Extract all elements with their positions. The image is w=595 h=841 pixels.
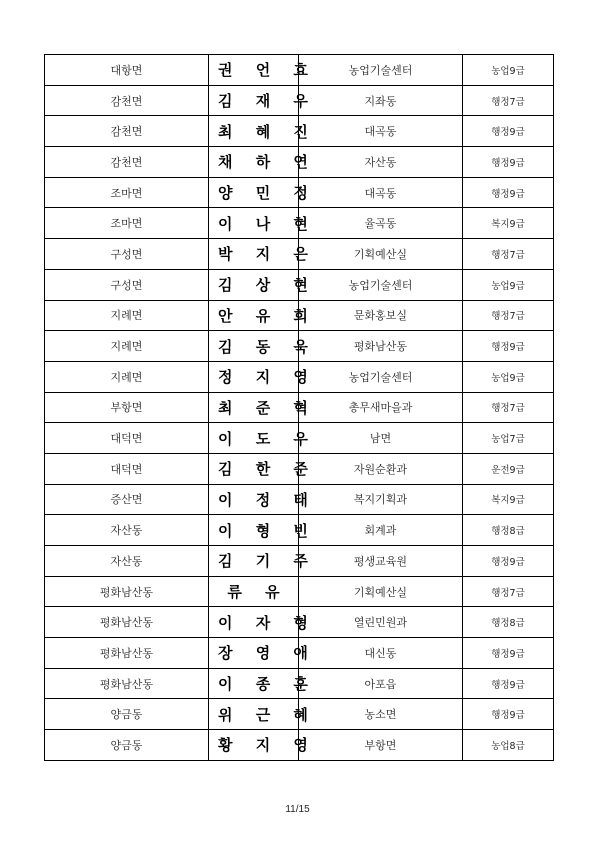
previous-post-cell: 평화남산동 — [45, 638, 209, 669]
new-post-cell: 농업기술센터 — [299, 269, 463, 300]
previous-post-cell: 부항면 — [45, 392, 209, 423]
previous-post-cell: 지례면 — [45, 361, 209, 392]
employee-name-cell: 위 근 혜 — [209, 699, 299, 730]
table-row — [45, 208, 554, 239]
table-row — [45, 116, 554, 147]
new-post-cell: 평화남산동 — [299, 331, 463, 362]
page-number: 11/15 — [285, 804, 310, 815]
new-post-cell: 농업기술센터 — [299, 55, 463, 86]
employee-name-cell: 권 언 효 — [209, 55, 299, 86]
previous-post-cell: 증산면 — [45, 484, 209, 515]
employee-name-cell: 류 유 — [209, 576, 299, 607]
job-grade-cell: 운전9급 — [463, 453, 554, 484]
job-grade-cell: 행정7급 — [463, 576, 554, 607]
job-grade-cell: 농업9급 — [463, 269, 554, 300]
job-grade-cell: 행정8급 — [463, 515, 554, 546]
employee-name-cell: 이 종 훈 — [209, 668, 299, 699]
employee-name-cell: 장 영 애 — [209, 638, 299, 669]
employee-name-cell: 김 재 우 — [209, 85, 299, 116]
table-row — [45, 55, 554, 86]
table-row — [45, 730, 554, 761]
previous-post-cell: 감천면 — [45, 147, 209, 178]
table-row — [45, 331, 554, 362]
job-grade-cell: 행정8급 — [463, 607, 554, 638]
new-post-cell: 회계과 — [299, 515, 463, 546]
new-post-cell: 기획예산실 — [299, 239, 463, 270]
new-post-cell: 대곡동 — [299, 116, 463, 147]
job-grade-cell: 행정9급 — [463, 331, 554, 362]
table-row — [45, 515, 554, 546]
table-row — [45, 361, 554, 392]
employee-name-cell: 이 나 현 — [209, 208, 299, 239]
previous-post-cell: 지례면 — [45, 300, 209, 331]
previous-post-cell: 평화남산동 — [45, 668, 209, 699]
new-post-cell: 농업기술센터 — [299, 361, 463, 392]
job-grade-cell: 행정9급 — [463, 147, 554, 178]
table-row — [45, 576, 554, 607]
employee-name-cell: 김 동 욱 — [209, 331, 299, 362]
job-grade-cell: 행정9급 — [463, 546, 554, 577]
previous-post-cell: 조마면 — [45, 177, 209, 208]
job-grade-cell: 행정9급 — [463, 638, 554, 669]
previous-post-cell: 대덕면 — [45, 453, 209, 484]
new-post-cell: 지좌동 — [299, 85, 463, 116]
personnel-transfer-table — [44, 54, 554, 761]
job-grade-cell: 농업9급 — [463, 55, 554, 86]
new-post-cell: 평생교육원 — [299, 546, 463, 577]
job-grade-cell: 복지9급 — [463, 208, 554, 239]
previous-post-cell: 자산동 — [45, 515, 209, 546]
job-grade-cell: 농업9급 — [463, 361, 554, 392]
previous-post-cell: 구성면 — [45, 269, 209, 300]
new-post-cell: 자원순환과 — [299, 453, 463, 484]
new-post-cell: 남면 — [299, 423, 463, 454]
previous-post-cell: 구성면 — [45, 239, 209, 270]
employee-name-cell: 채 하 연 — [209, 147, 299, 178]
previous-post-cell: 양금동 — [45, 730, 209, 761]
job-grade-cell: 행정9급 — [463, 177, 554, 208]
table-row — [45, 85, 554, 116]
table-row — [45, 453, 554, 484]
previous-post-cell: 양금동 — [45, 699, 209, 730]
employee-name-cell: 이 도 우 — [209, 423, 299, 454]
employee-name-cell: 박 지 은 — [209, 239, 299, 270]
table-row — [45, 699, 554, 730]
employee-name-cell: 정 지 영 — [209, 361, 299, 392]
new-post-cell: 부항면 — [299, 730, 463, 761]
new-post-cell: 기획예산실 — [299, 576, 463, 607]
job-grade-cell: 행정9급 — [463, 668, 554, 699]
employee-name-cell: 김 한 준 — [209, 453, 299, 484]
previous-post-cell: 지례면 — [45, 331, 209, 362]
new-post-cell: 열린민원과 — [299, 607, 463, 638]
previous-post-cell: 대항면 — [45, 55, 209, 86]
new-post-cell: 율곡동 — [299, 208, 463, 239]
table-row — [45, 423, 554, 454]
employee-name-cell: 이 자 형 — [209, 607, 299, 638]
employee-name-cell: 이 형 빈 — [209, 515, 299, 546]
table-row — [45, 484, 554, 515]
previous-post-cell: 감천면 — [45, 85, 209, 116]
table-body — [45, 55, 554, 761]
employee-name-cell: 황 지 영 — [209, 730, 299, 761]
job-grade-cell: 행정9급 — [463, 116, 554, 147]
table-row — [45, 668, 554, 699]
table-row — [45, 177, 554, 208]
table-row — [45, 300, 554, 331]
table-row — [45, 638, 554, 669]
new-post-cell: 대신동 — [299, 638, 463, 669]
table-row — [45, 269, 554, 300]
job-grade-cell: 행정7급 — [463, 392, 554, 423]
new-post-cell: 대곡동 — [299, 177, 463, 208]
employee-name-cell: 안 유 희 — [209, 300, 299, 331]
job-grade-cell: 복지9급 — [463, 484, 554, 515]
new-post-cell: 문화홍보실 — [299, 300, 463, 331]
previous-post-cell: 평화남산동 — [45, 576, 209, 607]
employee-name-cell: 김 기 주 — [209, 546, 299, 577]
previous-post-cell: 평화남산동 — [45, 607, 209, 638]
job-grade-cell: 행정9급 — [463, 699, 554, 730]
previous-post-cell: 자산동 — [45, 546, 209, 577]
employee-name-cell: 김 상 현 — [209, 269, 299, 300]
table-row — [45, 607, 554, 638]
new-post-cell: 농소면 — [299, 699, 463, 730]
job-grade-cell: 행정7급 — [463, 85, 554, 116]
new-post-cell: 복지기획과 — [299, 484, 463, 515]
employee-name-cell: 양 민 정 — [209, 177, 299, 208]
employee-name-cell: 이 정 태 — [209, 484, 299, 515]
table-row — [45, 239, 554, 270]
new-post-cell: 아포읍 — [299, 668, 463, 699]
new-post-cell: 총무새마을과 — [299, 392, 463, 423]
employee-name-cell: 최 준 혁 — [209, 392, 299, 423]
previous-post-cell: 감천면 — [45, 116, 209, 147]
employee-name-cell: 최 혜 진 — [209, 116, 299, 147]
table-row — [45, 392, 554, 423]
job-grade-cell: 행정7급 — [463, 300, 554, 331]
previous-post-cell: 조마면 — [45, 208, 209, 239]
new-post-cell: 자산동 — [299, 147, 463, 178]
job-grade-cell: 농업8급 — [463, 730, 554, 761]
job-grade-cell: 농업7급 — [463, 423, 554, 454]
table-row — [45, 546, 554, 577]
job-grade-cell: 행정7급 — [463, 239, 554, 270]
table-row — [45, 147, 554, 178]
previous-post-cell: 대덕면 — [45, 423, 209, 454]
